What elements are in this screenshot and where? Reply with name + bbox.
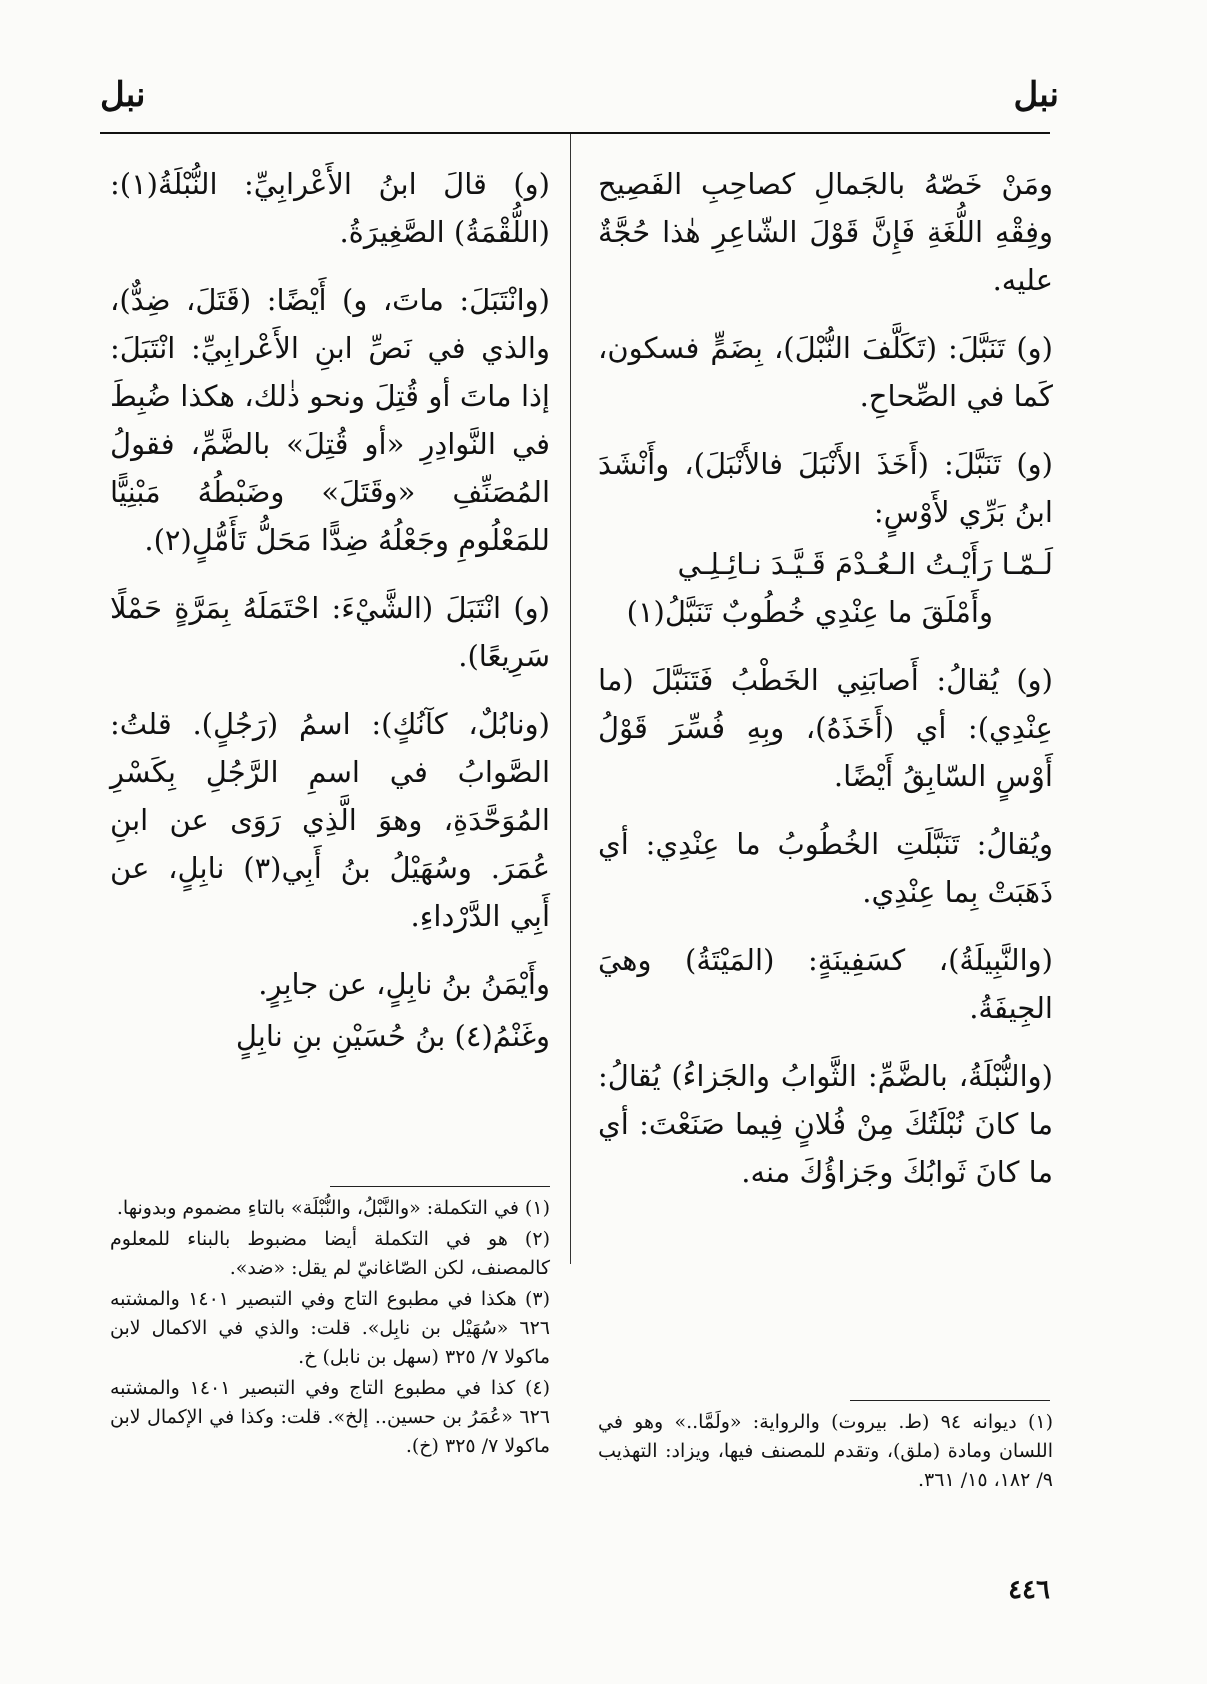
running-header-left: نبل (100, 75, 146, 115)
left-column (110, 160, 550, 1080)
footnote: (٢) هو في التكملة أيضا مضبوط بالبناء للمعلوم كالمصنف، لكن الصّاغانيّ لم يقل: «ضد». (110, 1228, 550, 1279)
paragraph: (والنُّبْلَةُ، بالضَّمِّ: الثَّوابُ والجَزاءُ) يُقالُ: ما كانَ نُبْلَتُكَ مِنْ فُلانٍ فِيما صَنَعْتَ: أي ما كانَ ثَوابُكَ وجَزاؤُكَ منه. (598, 1059, 1053, 1189)
paragraph: (و) قالَ ابنُ الأَعْرابِيِّ: النُّبْلَةُ(١): (اللُّقْمَةُ) الصَّغِيرَةُ. (110, 167, 550, 249)
paragraph: ويُقالُ: تَنَبَّلَتِ الخُطُوبُ ما عِنْدِي: أي ذَهَبَتْ بِما عِنْدِي. (598, 827, 1053, 909)
paragraph: وغَنْمُ(٤) بنُ حُسَيْنِ بنِ نابِلٍ (235, 1019, 550, 1053)
footnote: (١) ديوانه ٩٤ (ط. بيروت) والرواية: «ولَمَّا..» وهو في اللسان ومادة (ملق)، وتقدم للمصنف فيها، ويزاد: التهذيب ٩/ ١٨٢، ١٥/ ٣٦١. (598, 1411, 1054, 1491)
footnote: (٤) كذا في مطبوع التاج وفي التبصير ١٤٠١ والمشتبه ٦٢٦ «عُمَرُ بن حسين.. إلخ». قلت: وكذا في الإكمال لابن ماكولا ٧/ ٣٢٥ (خ). (110, 1377, 551, 1457)
footnote: (١) في التكملة: «والنَّبْلُ، والنُّبْلَة» بالتاءِ مضموم وبدونها. (116, 1197, 550, 1219)
header-rule (100, 132, 1050, 134)
footnote-rule-left (330, 1186, 550, 1187)
right-column (598, 160, 1053, 1216)
verse-line-1: لَـمّـا رَأَيْـتُ الـعُـدْمَ قَـيَّـدَ نـائِـلِـي (677, 547, 1053, 581)
footnote: (٣) هكذا في مطبوع التاج وفي التبصير ١٤٠١ والمشتبه ٦٢٦ «سُهَيْل بن نابِل». قلت: والذي في الاكمال لابن ماكولا ٧/ ٣٢٥ (سهل بن نابل) خ. (110, 1288, 551, 1368)
paragraph: (و) تَنَبَّلَ: (أَخَذَ الأَنْبَلَ فالأَنْبَلَ)، وأَنْشَدَ ابنُ بَرِّي لأَوْسٍ: (598, 447, 1053, 529)
paragraph: (و) يُقالُ: أَصابَنِي الخَطْبُ فَتَنَبَّلَ (ما عِنْدِي): أي (أَخَذَهُ)، وبِهِ فُسِّرَ قَوْلُ أَوْسٍ السّابِقُ أَيْضًا. (598, 663, 1053, 793)
page-number: ٤٤٦ (1008, 1575, 1050, 1605)
footnote-rule-right (850, 1400, 1050, 1401)
paragraph: (وانْتَبَلَ: ماتَ، و) أَيْضًا: (قَتَلَ، ضِدٌّ)، والذي في نَصِّ ابنِ الأَعْرابِيِّ: انْتَبَلَ: إذا ماتَ أو قُتِلَ ونحو ذٰلك، هكذا ضُبِطَ في النَّوادِرِ «أو قُتِلَ» بالضَّمِّ، فقولُ المُصَنِّفِ «وقَتَلَ» وضَبْطُهُ مَبْنِيًّا للمَعْلُومِ وجَعْلُهُ ضِدًّا مَحَلُّ تَأَمُّلٍ(٢). (110, 283, 550, 557)
poem-verse (598, 540, 1053, 636)
paragraph: ومَنْ خَصّهُ بالجَمالِ كصاحِبِ الفَصِيح وفِقْهِ اللُّغَةِ فَإِنَّ قَوْلَ الشّاعِرِ هٰذا حُجَّةٌ عليه. (598, 167, 1053, 297)
paragraph: وأَيْمَنُ بنُ نابِلٍ، عن جابِرٍ. (258, 967, 550, 1001)
paragraph: (و) انْتَبَلَ (الشَّيْءَ: احْتَمَلَهُ بِمَرَّةٍ حَمْلًا سَرِيعًا). (110, 591, 550, 673)
paragraph: (و) تَنَبَّلَ: (تَكَلَّفَ النُّبْلَ)، بِضَمٍّ فسكون، كَما في الصِّحاحِ. (598, 331, 1053, 413)
paragraph: (ونابُلٌ، كآنُكٍ): اسمُ (رَجُلٍ). قلتُ: الصَّوابُ في اسمِ الرَّجُلِ بِكَسْرِ المُوَحَّدَةِ، وهوَ الَّذِي رَوَى عن ابنِ عُمَرَ. وسُهَيْلُ بنُ أَبِي(٣) نابِلٍ، عن أَبِي الدَّرْداءِ. (110, 707, 550, 933)
footnotes-right (598, 1408, 1053, 1497)
column-divider (570, 134, 571, 1264)
footnotes-left (110, 1194, 550, 1463)
paragraph: (والنَّبِيلَةُ)، كسَفِينَةٍ: (المَيْتَةُ) وهيَ الجِيفَةُ. (598, 943, 1053, 1025)
verse-line-2: وأَمْلَقَ ما عِنْدِي خُطُوبٌ تَنَبَّلُ(١) (626, 595, 993, 629)
running-header-right: نبل (1013, 75, 1059, 115)
